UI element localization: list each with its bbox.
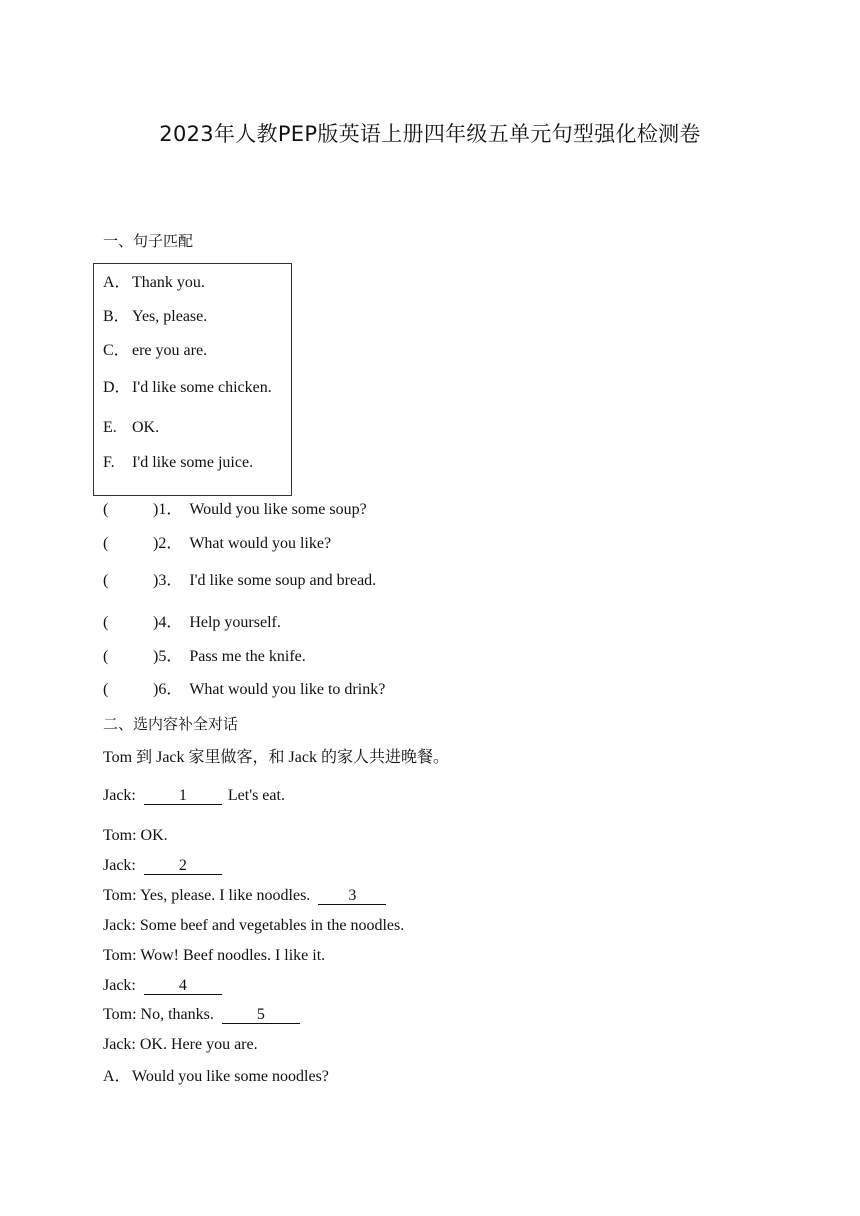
blank-1: 1 — [144, 787, 222, 805]
option-c: C． ere you are. — [103, 342, 208, 359]
dialogue-line-6: Tom: Wow! Beef noodles. I like it. — [103, 947, 326, 964]
dialogue-line-5: Jack: Some beef and vegetables in the noodles. — [103, 917, 405, 934]
question-6: ( )6． What would you like to drink? — [103, 681, 386, 698]
option-b: B． Yes, please. — [103, 308, 208, 325]
dialogue-line-8: Tom: No, thanks. 5 — [103, 1005, 306, 1025]
dialogue-line-3: Jack: 2 — [103, 856, 228, 876]
option-a: A．Thank you. — [103, 274, 205, 291]
section2-heading: 二、选内容补全对话 — [103, 715, 239, 733]
dialogue-line-9: Jack: OK. Here you are. — [103, 1036, 258, 1053]
question-2: ( )2． What would you like? — [103, 535, 332, 552]
option-f: F. I'd like some juice. — [103, 454, 254, 471]
option-e: E. OK. — [103, 419, 160, 436]
question-4: ( )4． Help yourself. — [103, 614, 281, 631]
dialogue-line-4: Tom: Yes, please. I like noodles. 3 — [103, 886, 392, 906]
dialogue-line-7: Jack: 4 — [103, 976, 228, 996]
blank-3: 3 — [318, 887, 386, 905]
section2-intro: Tom 到 Jack 家里做客，和 Jack 的家人共进晚餐。 — [103, 749, 449, 766]
page-title: 2023年人教PEP版英语上册四年级五单元句型强化检测卷 — [159, 122, 701, 146]
question-5: ( )5． Pass me the knife. — [103, 648, 306, 665]
question-1: ( )1． Would you like some soup? — [103, 501, 367, 518]
dialogue-line-2: Tom: OK. — [103, 827, 168, 844]
options-box — [93, 263, 292, 496]
choice-a: A．Would you like some noodles? — [103, 1068, 329, 1085]
question-3: ( )3． I'd like some soup and bread. — [103, 572, 377, 589]
dialogue-line-1: Jack: 1 Let's eat. — [103, 787, 285, 804]
blank-5: 5 — [222, 1006, 300, 1024]
blank-2: 2 — [144, 857, 222, 875]
option-d: D．I'd like some chicken. — [103, 379, 272, 396]
section1-heading: 一、句子匹配 — [103, 232, 194, 250]
blank-4: 4 — [144, 977, 222, 995]
